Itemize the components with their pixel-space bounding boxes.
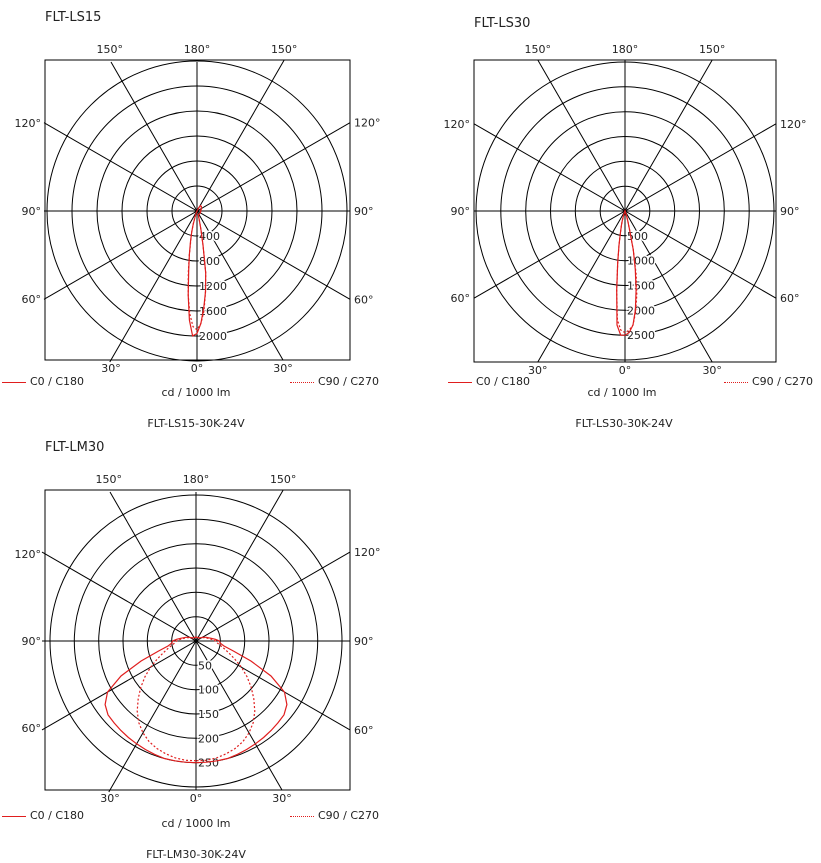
angle-tick-label: 30° xyxy=(702,364,722,377)
radial-tick-label: 1600 xyxy=(199,305,227,318)
angle-tick-label: 90° xyxy=(354,205,374,218)
angle-tick-label: 90° xyxy=(21,635,41,648)
angle-tick-label: 120° xyxy=(780,117,807,131)
angle-tick-label: 90° xyxy=(354,635,374,648)
angle-tick-label: 120° xyxy=(354,116,380,130)
legend-dotted-swatch xyxy=(724,382,748,383)
polar-chart-panel xyxy=(428,0,814,430)
angle-tick-label: 0° xyxy=(189,792,203,805)
radial-tick-label: 1500 xyxy=(627,279,655,293)
angle-tick-label: 60° xyxy=(21,722,41,736)
legend-label: C0 / C180 xyxy=(30,809,85,822)
polar-chart-panel xyxy=(0,430,380,861)
radial-tick-label: 250 xyxy=(198,756,219,770)
legend-solid-swatch xyxy=(2,816,26,817)
radial-tick-label: 500 xyxy=(627,229,648,243)
angle-tick-label: 90° xyxy=(450,205,470,218)
angle-tick-label: 60° xyxy=(450,292,470,306)
radial-tick-label: 150 xyxy=(198,708,219,721)
radial-tick-label: 100 xyxy=(198,683,219,697)
angle-tick-label: 180° xyxy=(182,473,210,486)
angle-tick-label: 60° xyxy=(780,292,800,306)
radial-tick-label: 1200 xyxy=(199,280,227,293)
chart-title: FLT-LS30 xyxy=(474,16,531,31)
chart-caption: FLT-LS30-30K-24V xyxy=(575,417,673,430)
legend-solid-swatch xyxy=(448,382,472,383)
unit-label: cd / 1000 lm xyxy=(161,817,231,830)
angle-tick-label: 150° xyxy=(96,43,124,56)
angle-tick-label: 120° xyxy=(14,547,41,561)
legend-item-c90-c270 xyxy=(290,809,379,822)
polar-chart xyxy=(0,430,380,850)
legend-item-c0-c180 xyxy=(2,375,84,388)
angle-tick-label: 180° xyxy=(611,43,639,56)
chart-title: FLT-LS15 xyxy=(45,10,102,25)
angle-tick-label: 150° xyxy=(270,43,298,56)
chart-caption: FLT-LM30-30K-24V xyxy=(146,848,246,861)
legend-item-c90-c270 xyxy=(290,375,379,388)
unit-label: cd / 1000 lm xyxy=(161,386,231,399)
radial-tick-label: 2500 xyxy=(627,329,655,343)
legend-dotted-swatch xyxy=(290,382,314,383)
angle-tick-label: 90° xyxy=(780,205,800,218)
chart-title: FLT-LM30 xyxy=(45,440,105,455)
angle-tick-label: 180° xyxy=(183,43,211,56)
legend-label: C90 / C270 xyxy=(752,375,814,388)
angle-tick-label: 30° xyxy=(272,792,292,805)
angle-tick-label: 30° xyxy=(273,362,293,375)
legend-dotted-swatch xyxy=(290,816,314,817)
angle-tick-label: 120° xyxy=(443,117,470,131)
legend-label: C90 / C270 xyxy=(318,375,380,388)
angle-tick-label: 0° xyxy=(190,362,204,375)
angle-tick-label: 30° xyxy=(101,362,121,375)
angle-tick-label: 150° xyxy=(269,473,297,486)
polar-chart xyxy=(428,0,808,420)
legend-item-c0-c180 xyxy=(448,375,530,388)
angle-tick-label: 120° xyxy=(14,117,41,131)
radial-tick-label: 50 xyxy=(198,659,212,673)
polar-chart-panel xyxy=(0,0,380,430)
angle-tick-label: 60° xyxy=(354,293,374,307)
radial-tick-label: 200 xyxy=(198,732,219,746)
legend-label: C90 / C270 xyxy=(318,809,380,822)
angle-tick-label: 30° xyxy=(528,364,548,377)
angle-tick-label: 60° xyxy=(21,292,41,306)
unit-label: cd / 1000 lm xyxy=(587,386,657,399)
angle-tick-label: 60° xyxy=(354,723,374,737)
angle-tick-label: 0° xyxy=(618,364,632,377)
legend-label: C0 / C180 xyxy=(476,375,531,388)
radial-tick-label: 2000 xyxy=(199,330,227,343)
chart-caption: FLT-LS15-30K-24V xyxy=(147,417,245,430)
legend-label: C0 / C180 xyxy=(30,375,85,388)
radial-tick-label: 2000 xyxy=(627,304,655,318)
angle-tick-label: 150° xyxy=(95,473,123,486)
legend-item-c0-c180 xyxy=(2,809,84,822)
legend-item-c90-c270 xyxy=(724,375,813,388)
angle-tick-label: 120° xyxy=(354,546,380,560)
angle-tick-label: 150° xyxy=(698,43,726,56)
angle-tick-label: 150° xyxy=(524,43,552,56)
radial-tick-label: 1000 xyxy=(627,254,655,268)
polar-chart xyxy=(0,0,380,420)
angle-tick-label: 30° xyxy=(100,792,120,805)
radial-tick-label: 400 xyxy=(199,230,220,243)
angle-tick-label: 90° xyxy=(21,205,41,218)
legend-solid-swatch xyxy=(2,382,26,383)
radial-tick-label: 800 xyxy=(199,255,220,268)
